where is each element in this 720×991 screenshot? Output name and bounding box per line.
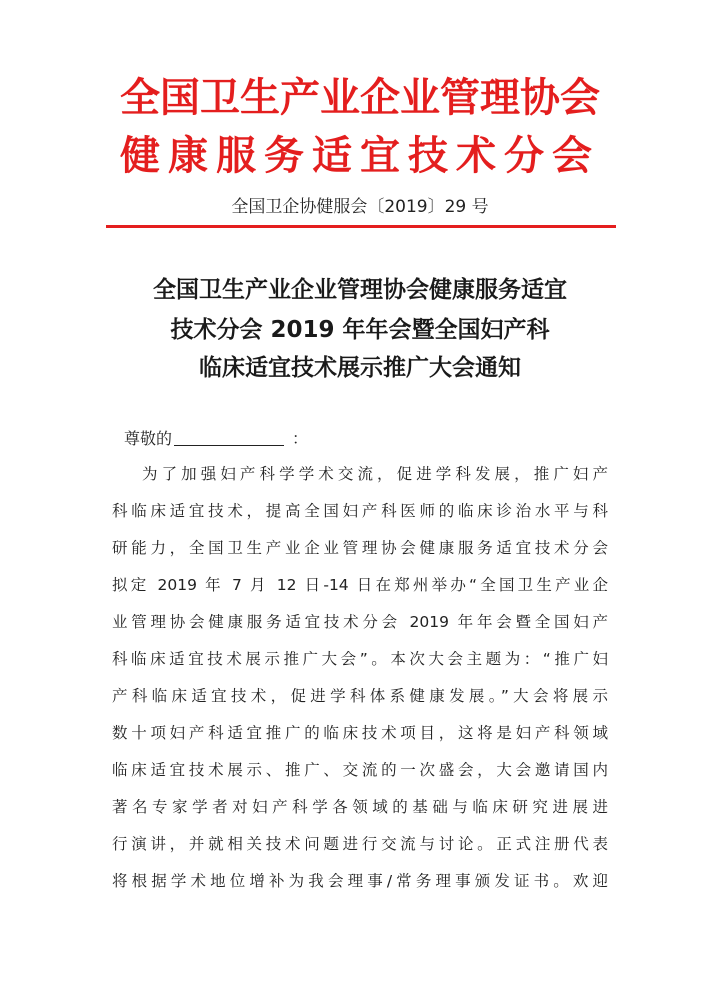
notice-title-line-1: 全国卫生产业企业管理协会健康服务适宜 bbox=[153, 277, 567, 303]
document-number: 全国卫企协健服会〔2019〕29 号 bbox=[231, 197, 489, 217]
org-title-line-2: 健康服务适宜技术分会 bbox=[120, 132, 600, 179]
body-paragraph-line: 行演讲，并就相关技术问题进行交流与讨论。正式注册代表 bbox=[112, 835, 608, 853]
body-paragraph-line: 数十项妇产科适宜推广的临床技术项目，这将是妇产科领域 bbox=[112, 724, 608, 742]
notice-title-line-3: 临床适宜技术展示推广大会通知 bbox=[199, 355, 521, 381]
recipient-blank-line bbox=[174, 445, 284, 446]
salutation bbox=[124, 426, 308, 449]
red-divider-rule bbox=[106, 225, 616, 228]
body-paragraph-line: 产科临床适宜技术，促进学科体系健康发展。”大会将展示 bbox=[112, 687, 608, 705]
body-paragraph-line: 拟定 2019 年 7 月 12 日-14 日在郑州举办“全国卫生产业企 bbox=[112, 576, 608, 594]
body-paragraph-line: 科临床适宜技术展示推广大会”。本次大会主题为：“推广妇 bbox=[112, 650, 608, 668]
body-paragraph-line: 业管理协会健康服务适宜技术分会 2019 年年会暨全国妇产 bbox=[112, 613, 608, 631]
body-paragraph-line: 为了加强妇产科学学术交流，促进学科发展，推广妇产 bbox=[142, 465, 608, 483]
org-title-line-1: 全国卫生产业企业管理协会 bbox=[120, 74, 600, 121]
body-paragraph-line: 将根据学术地位增补为我会理事/常务理事颁发证书。欢迎 bbox=[112, 872, 608, 890]
body-paragraph-line: 研能力，全国卫生产业企业管理协会健康服务适宜技术分会 bbox=[112, 539, 608, 557]
body-paragraph-line: 临床适宜技术展示、推广、交流的一次盛会，大会邀请国内 bbox=[112, 761, 608, 779]
body-paragraph-line: 著名专家学者对妇产科学各领域的基础与临床研究进展进 bbox=[112, 798, 608, 816]
body-paragraph-line: 科临床适宜技术，提高全国妇产科医师的临床诊治水平与科 bbox=[112, 502, 608, 520]
salutation-prefix: 尊敬的 bbox=[124, 429, 173, 448]
salutation-suffix: ： bbox=[292, 429, 309, 448]
notice-title-line-2: 技术分会 2019 年年会暨全国妇产科 bbox=[170, 317, 550, 343]
